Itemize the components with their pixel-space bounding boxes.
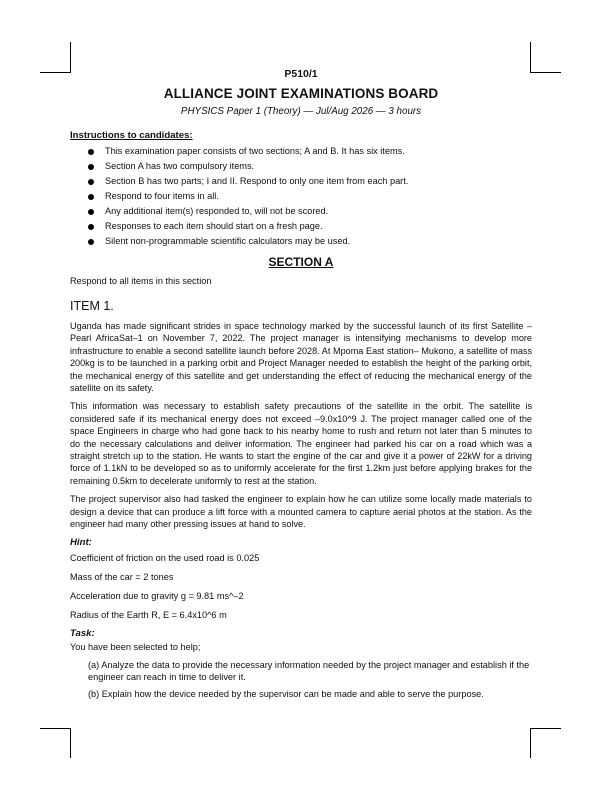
crop-mark-top-right-horizontal	[530, 72, 561, 73]
bullet-icon	[88, 164, 94, 170]
instruction-item	[70, 144, 532, 159]
instruction-item	[70, 219, 532, 234]
instruction-text: Silent non-programmable scientific calculators may be used.	[105, 236, 351, 246]
paper-code: P510/1	[284, 68, 318, 80]
hint-line: Mass of the car = 2 tones	[70, 571, 174, 582]
instruction-text: Section B has two parts; I and II. Respond to only one item from each part.	[105, 176, 409, 186]
hint-line: Coefficient of friction on the used road is 0.025	[70, 552, 260, 563]
bullet-icon	[88, 194, 94, 200]
item-paragraph: This information was necessary to establish safety precautions of the satellite in the orbit. The satellite is considered safe if its mechanical energy does not exceed –9.0x10^9 J. The project manager called one of the space Engineers in charge who had gone back to his nearby home to rush and return not later than 5 minutes to do the necessary calculations and deliver information. The engineer had parked his car on a road which was a straight stretch up to the station. He wants to start the engine of the car and give it a power of 22kW for a driving force of 1.1kN to be developed so as to uniformly accelerate for the first 1.2km just before applying brakes for the remaining 0.5km to decelerate uniformly to rest at the station.	[70, 401, 532, 486]
task-item: (b) Explain how the device needed by the supervisor can be made and able to serve the purpose.	[88, 689, 484, 700]
item-paragraph: The project supervisor also had tasked the engineer to explain how he can utilize some locally made materials to design a device that can produce a lift force with a mounted camera to capture aerial photos at the station. As the engineer had many other pressing issues at hand to solve.	[70, 494, 532, 530]
exam-page	[70, 68, 532, 705]
crop-mark-bottom-right-vertical	[530, 728, 531, 758]
instruction-item	[70, 159, 532, 174]
bullet-icon	[88, 179, 94, 185]
crop-mark-bottom-right-horizontal	[530, 728, 561, 729]
instruction-item	[70, 189, 532, 204]
task-item: (a) Analyze the data to provide the necessary information needed by the project manager and establish if the engineer can reach in time to deliver it.	[88, 659, 530, 682]
instruction-item	[70, 174, 532, 189]
instruction-text: Respond to four items in all.	[105, 191, 219, 201]
item-paragraph: Uganda has made significant strides in space technology marked by the successful launch of its first Satellite –Pearl AfricaSat–1 on November 7, 2022. The project manager is intensifying mechanisms to develop more infrastructure to enable a second satellite launch before 2028. At Mpoma East station– Mukono, a satellite of mass 200kg is to be launched in a parking orbit and Project Manager needed to establish the height of the parking orbit, the mechanical energy of this satellite and get understanding the effect of reducing the mechanical energy of the satellite on its safety.	[70, 321, 532, 394]
hint-heading: Hint:	[70, 536, 92, 548]
instruction-item	[70, 234, 532, 249]
crop-mark-top-left-horizontal	[40, 72, 71, 73]
instruction-text: This examination paper consists of two sections; A and B. It has six items.	[105, 146, 405, 156]
section-title: SECTION A	[268, 255, 334, 269]
crop-mark-bottom-left-horizontal	[40, 728, 71, 729]
item-title: ITEM 1.	[70, 299, 114, 313]
crop-mark-bottom-left-vertical	[70, 728, 71, 758]
paper-subtitle: PHYSICS Paper 1 (Theory) — Jul/Aug 2026 — 3 hours	[180, 106, 422, 117]
instructions-list	[70, 144, 532, 249]
bullet-icon	[88, 149, 94, 155]
hint-line: Acceleration due to gravity g = 9.81 ms^–2	[70, 590, 244, 601]
instruction-text: Responses to each item should start on a fresh page.	[105, 221, 323, 231]
task-heading: Task:	[70, 627, 95, 639]
section-instruction: Respond to all items in this section	[70, 276, 212, 286]
bullet-icon	[88, 224, 94, 230]
instruction-text: Any additional item(s) responded to, will not be scored.	[105, 206, 329, 216]
instruction-item	[70, 204, 532, 219]
hint-line: Radius of the Earth R, E = 6.4x10^6 m	[70, 609, 227, 620]
board-title: ALLIANCE JOINT EXAMINATIONS BOARD	[163, 86, 439, 101]
bullet-icon	[88, 239, 94, 245]
task-intro: You have been selected to help;	[70, 641, 201, 652]
instruction-text: Section A has two compulsory items.	[105, 161, 255, 171]
bullet-icon	[88, 209, 94, 215]
instructions-heading: Instructions to candidates:	[70, 130, 193, 141]
